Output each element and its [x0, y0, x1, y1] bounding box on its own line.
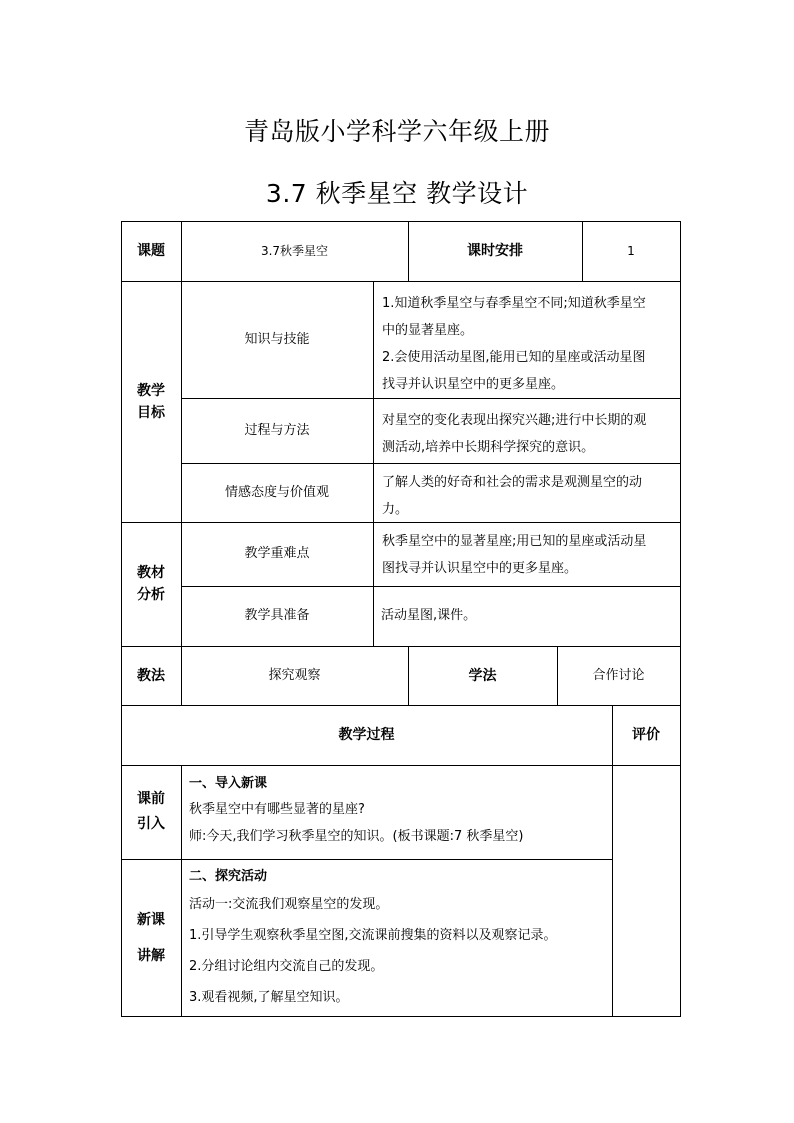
document-subtitle: 3.7 秋季星空 教学设计 [265, 179, 529, 208]
lesson-line: 1.引导学生观察秋季星空图,交流课前搜集的资料以及观察记录。 [189, 928, 557, 943]
lesson-heading: 二、探究活动 [189, 869, 268, 884]
evaluation-header: 评价 [632, 727, 660, 743]
intro-heading: 一、导入新课 [189, 776, 268, 791]
topic-value: 3.7秋季星空 [260, 244, 329, 258]
goal-text-attitude [382, 469, 678, 523]
teach-method-label: 教法 [137, 667, 165, 684]
goal-line: 力。 [382, 502, 409, 517]
goal-line: 2.会使用活动星图,能用已知的星座或活动星图 [382, 350, 646, 365]
intro-label-line-2: 引入 [137, 816, 165, 832]
topic-label: 课题 [137, 243, 165, 259]
goal-name-process: 过程与方法 [244, 422, 310, 438]
goals-label-line-1: 教学 [137, 382, 165, 399]
hours-value: 1 [627, 244, 635, 258]
intro-content [189, 771, 609, 850]
material-text-difficulty [382, 528, 678, 582]
learn-method-label: 学法 [468, 667, 497, 684]
goal-line: 1.知道秋季星空与春季星空不同;知道秋季星空 [382, 296, 646, 311]
material-line: 秋季星空中的显著星座;用已知的星座或活动星 [382, 534, 647, 549]
material-name-difficulty: 教学重难点 [244, 546, 310, 561]
goal-line: 测活动,培养中长期科学探究的意识。 [382, 440, 595, 455]
lesson-line: 3.观看视频,了解星空知识。 [189, 990, 349, 1005]
material-text-tools: 活动星图,课件。 [381, 608, 477, 623]
goals-label [121, 281, 181, 522]
learn-method-value: 合作讨论 [592, 667, 645, 683]
lesson-label-line-1: 新课 [137, 911, 165, 928]
goal-line: 对星空的变化表现出探究兴趣;进行中长期的观 [382, 413, 647, 428]
materials-label [121, 522, 181, 646]
intro-line: 秋季星空中有哪些显著的星座? [189, 802, 365, 817]
goal-text-knowledge [382, 290, 678, 398]
teach-method-value: 探究观察 [268, 667, 321, 683]
intro-line: 师:今天,我们学习秋季星空的知识。(板书课题:7 秋季星空) [189, 829, 524, 844]
goal-line: 中的显著星座。 [382, 323, 474, 338]
goal-name-attitude: 情感态度与价值观 [224, 484, 329, 500]
lesson-line: 2.分组讨论组内交流自己的发现。 [189, 959, 384, 974]
process-header: 教学过程 [338, 727, 395, 743]
intro-label [121, 765, 181, 859]
hours-label: 课时安排 [467, 243, 523, 259]
material-line: 图找寻并认识星空中的更多星座。 [382, 561, 578, 576]
goal-name-knowledge: 知识与技能 [244, 331, 310, 347]
goal-line: 了解人类的好奇和社会的需求是观测星空的动 [382, 475, 643, 490]
goals-label-line-2: 目标 [137, 404, 165, 421]
intro-label-line-1: 课前 [137, 791, 165, 807]
materials-label-line-2: 分析 [137, 587, 165, 603]
lesson-content [189, 864, 609, 1013]
lesson-label [121, 859, 181, 1016]
lesson-label-line-2: 讲解 [137, 947, 165, 964]
goal-text-process [382, 407, 678, 461]
document-title: 青岛版小学科学六年级上册 [243, 117, 550, 146]
lesson-line: 活动一:交流我们观察星空的发现。 [189, 897, 389, 912]
material-name-tools: 教学具准备 [244, 608, 310, 623]
materials-label-line-1: 教材 [137, 565, 165, 581]
goal-line: 找寻并认识星空中的更多星座。 [382, 377, 565, 392]
